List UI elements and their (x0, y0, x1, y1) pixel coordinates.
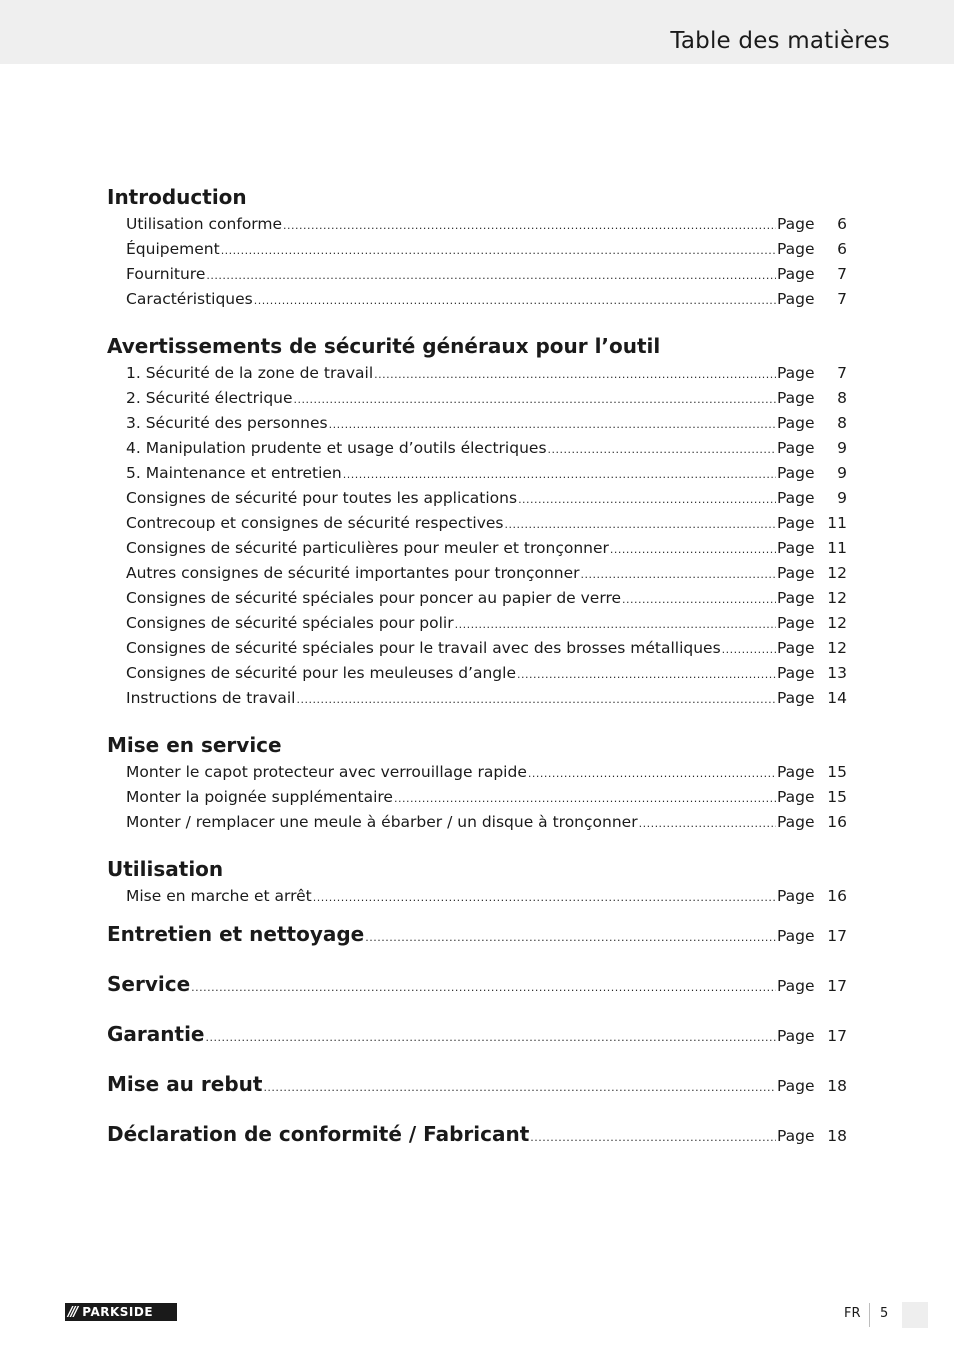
section-gap (107, 835, 847, 854)
brand-slashes: /// (68, 1304, 77, 1320)
section-title: Mise en service (107, 733, 282, 757)
entry-label: Consignes de sécurité spéciales pour poncer au papier de verre (126, 589, 622, 607)
dot-leader (365, 913, 776, 963)
entry-label: Instructions de travail (126, 689, 296, 707)
toc-entry[interactable] (126, 810, 847, 835)
entry-label: 2. Sécurité électrique (126, 389, 293, 407)
dot-leader (191, 963, 776, 1013)
entry-label: Mise en marche et arrêt (126, 887, 312, 905)
dot-leader (394, 786, 776, 811)
page-word: Page (777, 689, 815, 707)
toc-heading-entry-maintenance[interactable] (107, 909, 847, 959)
page-word: Page (777, 589, 815, 607)
section-gap (107, 312, 847, 331)
entry-label: 5. Maintenance et entretien (126, 464, 342, 482)
page-word: Page (777, 439, 815, 457)
toc-entry[interactable] (126, 287, 847, 312)
language-code: FR (844, 1306, 861, 1321)
page-number: 14 (827, 689, 847, 707)
page-word: Page (777, 464, 815, 482)
page-number: 18 (827, 1127, 847, 1145)
entry-label: 3. Sécurité des personnes (126, 414, 328, 432)
section-entries (126, 884, 847, 909)
section-title: Introduction (107, 185, 247, 209)
entry-label: Monter la poignée supplémentaire (126, 788, 393, 806)
toc-section-safety (107, 331, 847, 711)
entry-label: Consignes de sécurité spéciales pour le travail avec des brosses métalliques (126, 639, 721, 657)
entry-label: Monter le capot protecteur avec verrouillage rapide (126, 763, 527, 781)
page-number: 16 (827, 813, 847, 831)
page-number: 9 (837, 439, 847, 457)
entry-label: Consignes de sécurité particulières pour meuler et tronçonner (126, 539, 609, 557)
entry-label: Monter / remplacer une meule à ébarber / un disque à tronçonner (126, 813, 638, 831)
page-word: Page (777, 240, 815, 258)
page-word: Page (777, 1027, 815, 1045)
page-word: Page (777, 927, 815, 945)
page-number: 12 (827, 614, 847, 632)
entry-label: Autres consignes de sécurité importantes pour tronçonner (126, 564, 580, 582)
page-number: 7 (837, 265, 847, 283)
dot-leader (254, 288, 776, 313)
dot-leader (221, 238, 776, 263)
toc-entry[interactable] (126, 511, 847, 536)
toc-section-introduction (107, 182, 847, 312)
section-gap (107, 711, 847, 730)
toc-entry[interactable] (126, 661, 847, 686)
page-word: Page (777, 788, 815, 806)
dot-leader (283, 213, 776, 238)
toc-entry[interactable] (126, 536, 847, 561)
entry-label: Utilisation conforme (126, 215, 283, 233)
page-word: Page (777, 215, 815, 233)
dot-leader (517, 662, 776, 687)
page-number: 6 (837, 240, 847, 258)
page-word: Page (777, 813, 815, 831)
dot-leader (528, 761, 776, 786)
toc-entry[interactable] (126, 386, 847, 411)
page-number: 12 (827, 589, 847, 607)
page-number: 17 (827, 977, 847, 995)
dot-leader (610, 537, 776, 562)
dot-leader (329, 412, 776, 437)
dot-leader (455, 612, 776, 637)
header-bar (0, 0, 954, 64)
page-number: 8 (837, 389, 847, 407)
page-number: 8 (837, 414, 847, 432)
page-tab-marker (902, 1302, 928, 1328)
page-number: 16 (827, 887, 847, 905)
page-number: 6 (837, 215, 847, 233)
page-number: 15 (827, 763, 847, 781)
page-word: Page (777, 414, 815, 432)
page-number-footer: 5 (880, 1306, 889, 1321)
page-word: Page (777, 265, 815, 283)
page-word: Page (777, 539, 815, 557)
toc-heading-entry-disposal[interactable] (107, 1059, 847, 1109)
toc-section-startup (107, 730, 847, 835)
section-title: Avertissements de sécurité généraux pour l’outil (107, 334, 661, 358)
page-word: Page (777, 290, 815, 308)
page-number: 9 (837, 489, 847, 507)
toc-entry[interactable] (126, 785, 847, 810)
dot-leader (313, 885, 776, 910)
dot-leader (263, 1063, 776, 1113)
entry-label: Caractéristiques (126, 290, 253, 308)
page-word: Page (777, 1127, 815, 1145)
page-number: 9 (837, 464, 847, 482)
entry-label: Consignes de sécurité pour toutes les applications (126, 489, 518, 507)
toc-entry[interactable] (126, 461, 847, 486)
page-number: 11 (827, 539, 847, 557)
entry-label: Consignes de sécurité pour les meuleuses d’angle (126, 664, 516, 682)
toc-entry[interactable] (126, 262, 847, 287)
entry-label: Mise au rebut (107, 1072, 263, 1096)
page-number: 18 (827, 1077, 847, 1095)
dot-leader (294, 387, 776, 412)
toc-entry[interactable] (126, 411, 847, 436)
toc-entry[interactable] (126, 436, 847, 461)
entry-label: Garantie (107, 1022, 205, 1046)
toc-entry[interactable] (126, 611, 847, 636)
dot-leader (374, 362, 776, 387)
page-word: Page (777, 489, 815, 507)
toc-entry[interactable] (126, 237, 847, 262)
page-number: 7 (837, 364, 847, 382)
dot-leader (206, 263, 776, 288)
page-word: Page (777, 389, 815, 407)
page-word: Page (777, 364, 815, 382)
page-word: Page (777, 614, 815, 632)
section-entries (126, 361, 847, 711)
entry-label: Fourniture (126, 265, 206, 283)
section-entries (126, 760, 847, 835)
page-number: 7 (837, 290, 847, 308)
entry-label: 4. Manipulation prudente et usage d’outils électriques (126, 439, 547, 457)
entry-label: Contrecoup et consignes de sécurité respectives (126, 514, 504, 532)
entry-label: Consignes de sécurité spéciales pour polir (126, 614, 454, 632)
page-title: Table des matières (670, 28, 890, 54)
page-word: Page (777, 514, 815, 532)
page-word: Page (777, 664, 815, 682)
toc-entry[interactable] (126, 212, 847, 237)
page-number: 15 (827, 788, 847, 806)
toc-heading-entry-warranty[interactable] (107, 1009, 847, 1059)
dot-leader (639, 811, 776, 836)
dot-leader (530, 1113, 776, 1163)
brand-name: PARKSIDE (82, 1305, 154, 1319)
toc-entry[interactable] (126, 361, 847, 386)
toc-entry[interactable] (126, 760, 847, 785)
page-number: 12 (827, 639, 847, 657)
dot-leader (297, 687, 777, 712)
page-number: 11 (827, 514, 847, 532)
dot-leader (581, 562, 776, 587)
toc-heading-entry-declaration[interactable] (107, 1109, 847, 1159)
section-entries (126, 212, 847, 312)
page-word: Page (777, 564, 815, 582)
toc-entry[interactable] (126, 884, 847, 909)
toc-entry[interactable] (126, 636, 847, 661)
toc-entry[interactable] (126, 486, 847, 511)
page-word: Page (777, 1077, 815, 1095)
dot-leader (343, 462, 776, 487)
brand-logo (65, 1303, 177, 1321)
entry-label: Déclaration de conformité / Fabricant (107, 1122, 530, 1146)
entry-label: Entretien et nettoyage (107, 922, 365, 946)
page-word: Page (777, 977, 815, 995)
page-number: 17 (827, 1027, 847, 1045)
page-number: 12 (827, 564, 847, 582)
entry-label: 1. Sécurité de la zone de travail (126, 364, 374, 382)
entry-label: Service (107, 972, 191, 996)
dot-leader (518, 487, 776, 512)
footer-divider (869, 1303, 870, 1327)
toc-entry[interactable] (126, 561, 847, 586)
page-word: Page (777, 639, 815, 657)
table-of-contents (107, 182, 847, 1159)
toc-heading-entry-service[interactable] (107, 959, 847, 1009)
dot-leader (505, 512, 776, 537)
dot-leader (722, 637, 776, 662)
page-word: Page (777, 887, 815, 905)
entry-label: Équipement (126, 240, 220, 258)
toc-entry[interactable] (126, 686, 847, 711)
dot-leader (548, 437, 776, 462)
section-title: Utilisation (107, 857, 224, 881)
toc-section-usage (107, 854, 847, 909)
dot-leader (206, 1013, 777, 1063)
page-number: 13 (827, 664, 847, 682)
page-word: Page (777, 763, 815, 781)
page-number: 17 (827, 927, 847, 945)
toc-entry[interactable] (126, 586, 847, 611)
dot-leader (622, 587, 776, 612)
